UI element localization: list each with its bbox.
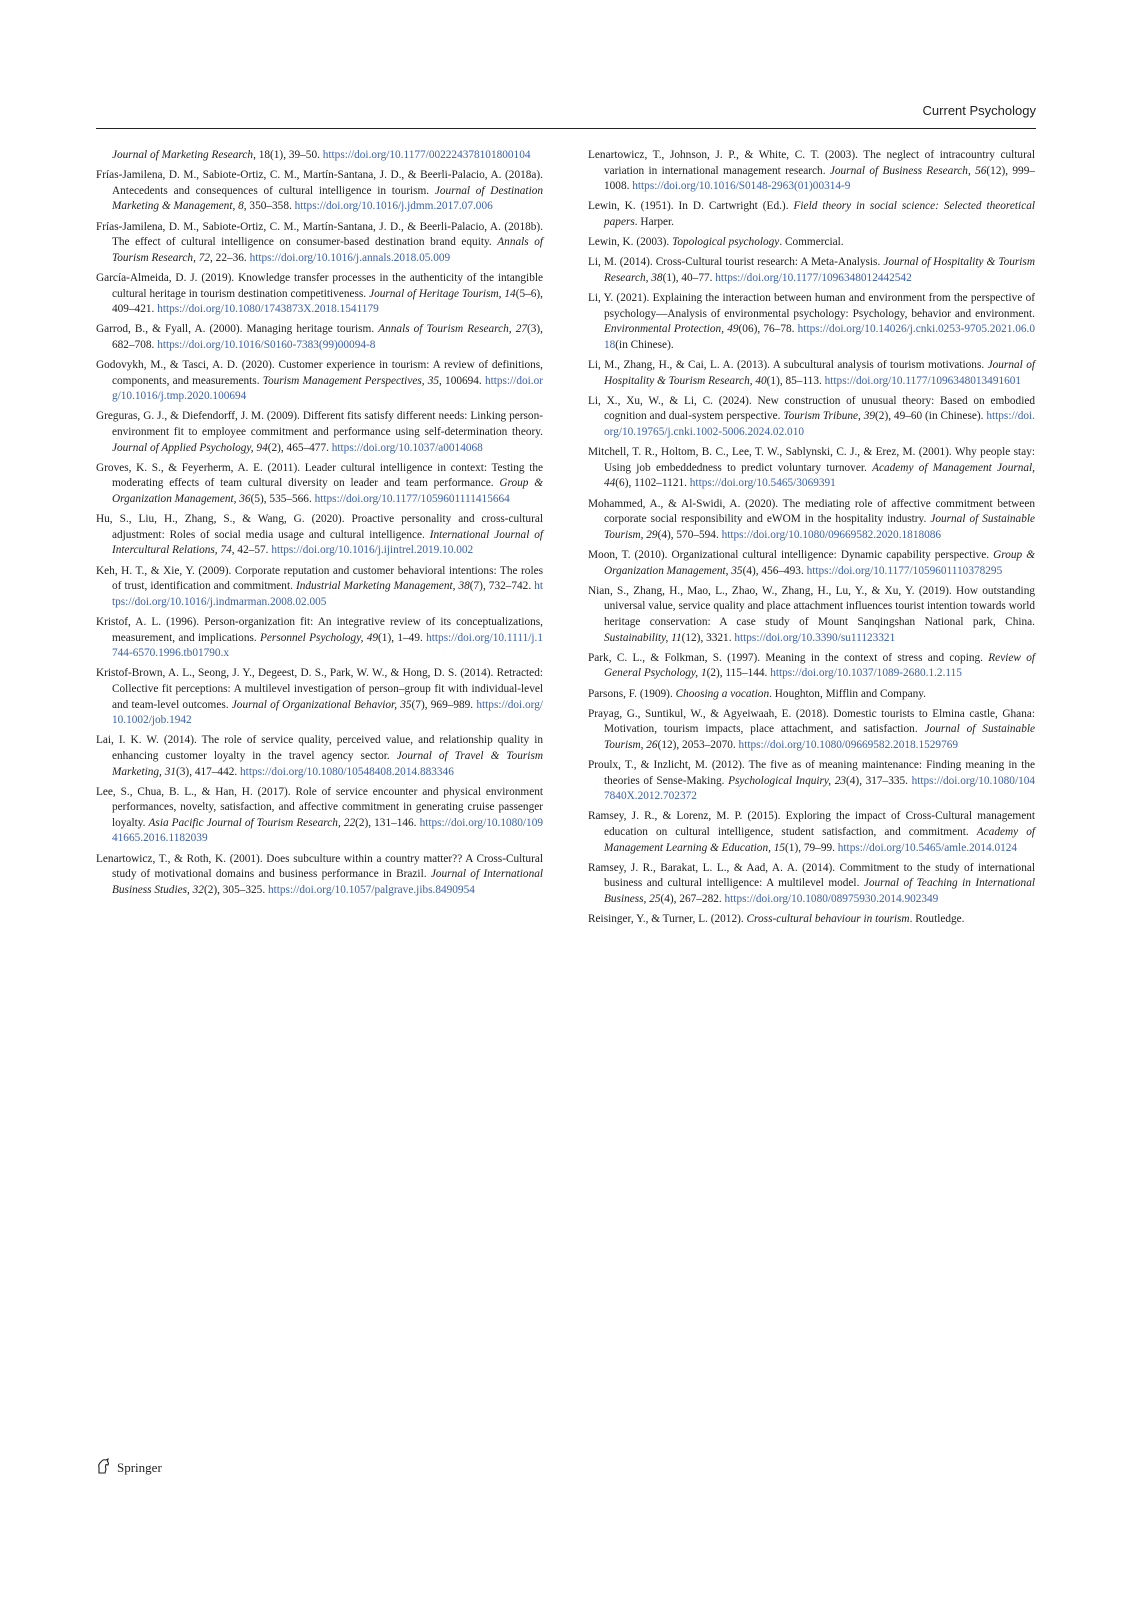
reference-details: (5–6), 409–421. xyxy=(112,287,543,316)
doi-link[interactable]: https://doi.org/10.1080/09669582.2018.1529769 xyxy=(738,738,959,751)
reference-source: Annals of Tourism Research, 72 xyxy=(112,236,543,264)
reference-details: (4), 317–335. xyxy=(846,774,908,787)
reference-details: , 350–358. xyxy=(243,200,292,213)
reference-source: Field theory in social science: Selected theoretical papers xyxy=(604,200,1035,228)
reference-entry xyxy=(96,512,543,559)
reference-entry xyxy=(96,148,543,164)
reference-entry xyxy=(96,461,543,508)
reference-entry xyxy=(96,168,543,215)
reference-source: Journal of Business Research, 56 xyxy=(829,164,987,177)
doi-link[interactable]: https://doi.org/10.1016/S0160-7383(99)00094-8 xyxy=(157,338,376,351)
reference-text: Kristof-Brown, A. L., Seong, J. Y., Degeest, D. S., Park, W. W., & Hong, D. S. (2014). Retracted: Collective fit perceptions: A multilevel investigation of person–group fit with individual-level and team-level outcomes. xyxy=(96,667,543,711)
reference-entry xyxy=(96,409,543,456)
reference-text: Groves, K. S., & Feyerherm, A. E. (2011). Leader cultural intelligence in context: Testing the moderating effects of team cultural diversity on leader and team performance. xyxy=(96,461,543,490)
reference-entry xyxy=(96,220,543,267)
reference-source: Academy of Management Journal, 44 xyxy=(604,461,1035,490)
reference-entry xyxy=(96,852,543,899)
reference-text: Lenartowicz, T., & Roth, K. (2001). Does subculture within a country matter?? A Cross-Cultural study of motivational domains and business performance in Brazil. xyxy=(96,852,543,881)
reference-details: (06), 76–78. xyxy=(738,323,795,336)
reference-entry xyxy=(96,322,543,353)
reference-column-left xyxy=(96,148,543,903)
reference-source: Tourism Management Perspectives, 35 xyxy=(262,374,440,387)
reference-details: . Houghton, Mifflin and Company. xyxy=(769,687,927,700)
reference-text: Godovykh, M., & Tasci, A. D. (2020). Customer experience in tourism: A review of definitions, components, and measurements. xyxy=(96,359,543,387)
reference-text: García-Almeida, D. J. (2019). Knowledge transfer processes in the authenticity of the intangible cultural heritage in tourism destination competitiveness. xyxy=(96,271,543,300)
doi-link[interactable]: https://doi.org/10.1037/1089-2680.1.2.115 xyxy=(770,667,962,680)
reference-source: Group & Organization Management, 35 xyxy=(604,549,1035,577)
reference-details: , 42–57. xyxy=(231,544,269,557)
reference-source: Journal of Sustainable Tourism, 29 xyxy=(604,513,1036,541)
doi-link[interactable]: https://doi.org/10.1177/1096348012442542 xyxy=(715,271,912,284)
doi-link[interactable]: https://doi.org/10.1177/1059601110378295 xyxy=(806,564,1003,577)
reference-source: Journal of Hospitality & Tourism Research, 38 xyxy=(604,256,1035,284)
doi-link[interactable]: https://doi.org/10.1016/j.tmp.2020.100694 xyxy=(112,374,543,403)
reference-source: Review of General Psychology, 1 xyxy=(604,651,1035,680)
reference-source: Cross-cultural behaviour in tourism xyxy=(746,913,910,926)
reference-source: Journal of Travel & Tourism Marketing, 31 xyxy=(112,749,543,778)
reference-text: Frías-Jamilena, D. M., Sabiote-Ortiz, C. M., Martín-Santana, J. D., & Beerli-Palacio, A. (2018b). The effect of cultural intelligence on consumer-based destination brand equity. xyxy=(96,220,543,249)
reference-details: (12), 2053–2070. xyxy=(657,738,736,751)
reference-text: Ramsey, J. R., & Lorenz, M. P. (2015). Exploring the impact of Cross-Cultural management education on cultural intelligence, student satisfaction, and commitment. xyxy=(588,810,1035,839)
reference-entry xyxy=(96,785,543,847)
reference-entry xyxy=(588,584,1035,646)
reference-entry xyxy=(588,291,1035,353)
doi-link[interactable]: https://doi.org/10.1016/j.ijintrel.2019.10.002 xyxy=(271,544,474,557)
reference-text: Reisinger, Y., & Turner, L. (2012). xyxy=(588,913,744,926)
reference-text: Nian, S., Zhang, H., Mao, L., Zhao, W., Zhang, H., Lu, Y., & Xu, Y. (2019). How outstanding universal value, service quality and place attachment influences tourist intention towards world heritage conservation: A case study of Mount Sanqingshan National park, China. xyxy=(588,584,1035,628)
reference-details: , 100694. xyxy=(439,374,482,387)
reference-entry xyxy=(96,615,543,662)
doi-link[interactable]: https://doi.org/10.1080/08975930.2014.902349 xyxy=(724,893,939,906)
reference-text: Frías-Jamilena, D. M., Sabiote-Ortiz, C. M., Martín-Santana, J. D., & Beerli-Palacio, A. (2018a). Antecedents and consequences of cultural intelligence in tourism. xyxy=(96,169,543,197)
reference-note: (in Chinese). xyxy=(615,338,674,351)
reference-column-right xyxy=(588,148,1035,932)
doi-link[interactable]: https://doi.org/10.5465/amle.2014.0124 xyxy=(837,841,1018,854)
reference-text: Li, M. (2014). Cross-Cultural tourist research: A Meta-Analysis. xyxy=(588,256,881,269)
reference-details: (1), 1–49. xyxy=(378,631,423,644)
reference-details: (2), 131–146. xyxy=(355,816,417,829)
doi-link[interactable]: https://doi.org/10.1037/a0014068 xyxy=(331,441,483,454)
reference-source: Journal of Applied Psychology, 94 xyxy=(112,441,268,454)
reference-entry xyxy=(588,809,1035,856)
reference-details: (6), 1102–1121. xyxy=(615,477,687,490)
reference-details: (1), 79–99. xyxy=(785,841,835,854)
reference-entry xyxy=(588,445,1035,492)
publisher-footer xyxy=(96,1458,162,1478)
reference-text: Proulx, T., & Inzlicht, M. (2012). The five as of meaning maintenance: Finding meaning in the theories of Sense-Making. xyxy=(588,759,1035,787)
reference-text: Prayag, G., Suntikul, W., & Agyeiwaah, E. (2018). Domestic tourists to Elmina castle, Ghana: Motivation, tourism impacts, place attachment, and satisfaction. xyxy=(588,707,1035,736)
reference-entry xyxy=(96,733,543,780)
reference-entry xyxy=(588,707,1035,754)
reference-text: Ramsey, J. R., Barakat, L. L., & Aad, A. A. (2014). Commitment to the study of international business and cultural intelligence: A multilevel model. xyxy=(588,861,1035,890)
reference-text: Lewin, K. (2003). xyxy=(588,236,670,249)
reference-source: Journal of Organizational Behavior, 35 xyxy=(231,698,412,711)
reference-entry xyxy=(588,687,1035,703)
reference-entry xyxy=(588,861,1035,908)
doi-link[interactable]: https://doi.org/10.1057/palgrave.jibs.8490954 xyxy=(267,883,475,896)
reference-text: Greguras, G. J., & Diefendorff, J. M. (2009). Different fits satisfy different needs: Linking person-environment fit to employee commitment and performance using self-determination theory. xyxy=(96,410,543,439)
reference-entry xyxy=(588,548,1035,579)
reference-details: . Commercial. xyxy=(779,236,844,249)
reference-details: (5), 535–566. xyxy=(250,493,312,506)
doi-link[interactable]: https://doi.org/10.1177/1059601111415664 xyxy=(314,493,510,506)
reference-details: , 22–36. xyxy=(210,251,247,264)
reference-details: (3), 682–708. xyxy=(112,323,543,351)
reference-text: Lenartowicz, T., Johnson, J. P., & White, C. T. (2003). The neglect of intracountry cultural variation in international management research. xyxy=(588,149,1035,177)
reference-source: Journal of Heritage Tourism, 14 xyxy=(369,287,516,300)
reference-details: (2), 305–325. xyxy=(203,883,266,896)
reference-entry xyxy=(588,912,1035,928)
reference-source: Journal of Teaching in International Business, 25 xyxy=(604,877,1035,906)
reference-source: Journal of Marketing Research xyxy=(112,149,254,161)
reference-details: (1), 40–77. xyxy=(662,271,713,284)
reference-text: Mitchell, T. R., Holtom, B. C., Lee, T. W., Sablynski, C. J., & Erez, M. (2001). Why people stay: Using job embeddedness to predict voluntary turnover. xyxy=(588,446,1035,474)
reference-source: Journal of Destination Marketing & Management, 8 xyxy=(112,184,544,213)
reference-entry xyxy=(96,358,543,405)
reference-entry xyxy=(96,564,543,611)
reference-source: Personnel Psychology, 49 xyxy=(260,631,379,644)
reference-entry xyxy=(588,394,1035,441)
doi-link[interactable]: https://doi.org/10.1080/09669582.2020.1818086 xyxy=(721,528,942,541)
reference-details: . Routledge. xyxy=(909,913,965,926)
reference-source: Journal of International Business Studies, 32 xyxy=(112,868,544,896)
reference-details: (4), 267–282. xyxy=(660,893,722,906)
reference-source: Group & Organization Management, 36 xyxy=(112,477,543,506)
reference-details: (4), 456–493. xyxy=(742,564,804,577)
doi-link[interactable]: https://doi.org/10.1002/job.1942 xyxy=(112,698,544,727)
reference-source: Psychological Inquiry, 23 xyxy=(728,774,847,787)
reference-source: Annals of Tourism Research, 27 xyxy=(378,323,527,336)
reference-entry xyxy=(588,651,1035,682)
reference-details: (2), 115–144. xyxy=(706,667,768,680)
doi-link[interactable]: https://doi.org/10.14026/j.cnki.0253-9705.2021.06.018 xyxy=(604,323,1035,351)
reference-source: Choosing a vocation xyxy=(675,687,770,700)
springer-horse-icon xyxy=(96,1458,111,1478)
reference-text: Garrod, B., & Fyall, A. (2000). Managing heritage tourism. xyxy=(96,323,375,336)
reference-text: Mohammed, A., & Al-Swidi, A. (2020). The mediating role of affective commitment between corporate social responsibility and eWOM in the hospitality industry. xyxy=(588,497,1035,526)
doi-link[interactable]: https://doi.org/10.1080/10548408.2014.883346 xyxy=(240,765,454,778)
reference-text: Li, X., Xu, W., & Li, C. (2024). New construction of unusual theory: Based on embodied cognition and dual-system perspective. xyxy=(588,394,1035,423)
reference-text: Li, M., Zhang, H., & Cai, L. A. (2013). A subcultural analysis of tourism motivations. xyxy=(588,359,985,372)
reference-entry xyxy=(588,758,1035,805)
header-rule xyxy=(96,128,1036,129)
publisher-name: Springer xyxy=(117,1460,162,1475)
reference-text: Kristof, A. L. (1996). Person-organization fit: An integrative review of its conceptualizations, measurement, and implications. xyxy=(96,615,543,644)
doi-link[interactable]: https://doi.org/10.19765/j.cnki.1002-5006.2024.02.010 xyxy=(604,410,1036,439)
reference-entry xyxy=(588,255,1035,286)
doi-link[interactable]: https://doi.org/10.1111/j.1744-6570.1996.tb01790.x xyxy=(112,631,543,660)
reference-source: Topological psychology xyxy=(672,236,780,249)
reference-details: (12), 999–1008. xyxy=(604,164,1035,193)
reference-details: (12), 3321. xyxy=(681,631,732,644)
reference-text: Lai, I. K. W. (2014). The role of service quality, perceived value, and relationship quality in enhancing customer loyalty in the travel agency sector. xyxy=(96,734,543,762)
doi-link[interactable]: https://doi.org/10.1016/j.indmarman.2008.02.005 xyxy=(112,580,543,608)
reference-source: Academy of Management Learning & Education, 15 xyxy=(604,826,1035,854)
reference-text: Moon, T. (2010). Organizational cultural intelligence: Dynamic capability perspective. xyxy=(588,549,990,561)
doi-link[interactable]: https://doi.org/10.1016/j.jdmm.2017.07.006 xyxy=(294,200,493,213)
reference-entry xyxy=(588,148,1035,195)
reference-details: (7), 969–989. xyxy=(411,698,474,711)
reference-details: , 18(1), 39–50. xyxy=(253,149,320,161)
reference-source: Industrial Marketing Management, 38 xyxy=(295,580,470,593)
reference-text: Park, C. L., & Folkman, S. (1997). Meaning in the context of stress and coping. xyxy=(588,651,983,664)
doi-link[interactable]: https://doi.org/10.1080/1743873X.2018.1541179 xyxy=(157,303,379,316)
reference-entry xyxy=(588,199,1035,230)
reference-details: (2), 465–477. xyxy=(267,441,329,454)
reference-text: Lewin, K. (1951). In D. Cartwright (Ed.). xyxy=(588,200,789,213)
reference-text: Li, Y. (2021). Explaining the interaction between human and environment from the perspective of psychology—Analysis of environmental psychology: Psychology, behavior and environment. xyxy=(588,292,1035,320)
reference-text: Lee, S., Chua, B. L., & Han, H. (2017). Role of service encounter and physical environment performances, novelty, satisfaction, and affective commitment in generating cruise passenger loyalty. xyxy=(96,785,543,829)
doi-link[interactable]: https://doi.org/10.1016/j.annals.2018.05.009 xyxy=(249,251,451,264)
reference-source: Environmental Protection, 49 xyxy=(604,323,739,336)
reference-source: Asia Pacific Journal of Tourism Research, 22 xyxy=(148,816,356,829)
reference-text: Keh, H. T., & Xie, Y. (2009). Corporate reputation and customer behavioral intentions: The roles of trust, identification and commitment. xyxy=(96,564,543,593)
reference-source: Sustainability, 11 xyxy=(604,631,682,644)
doi-link[interactable]: https://doi.org/10.1177/002224378101800104 xyxy=(322,149,531,161)
doi-link[interactable]: https://doi.org/10.1177/1096348013491601 xyxy=(824,374,1022,387)
reference-entry xyxy=(588,497,1035,544)
reference-source: Journal of Sustainable Tourism, 26 xyxy=(604,723,1036,751)
reference-entry xyxy=(588,358,1035,389)
doi-link[interactable]: https://doi.org/10.1016/S0148-2963(01)00314-9 xyxy=(632,180,851,193)
reference-details: (7), 732–742. xyxy=(469,580,532,593)
reference-details: (3), 417–442. xyxy=(176,765,238,778)
journal-name: Current Psychology xyxy=(922,103,1036,118)
reference-entry xyxy=(96,666,543,728)
reference-entry xyxy=(96,271,543,318)
reference-text: Parsons, F. (1909). xyxy=(588,687,673,700)
reference-source: Tourism Tribune, 39 xyxy=(783,410,876,423)
doi-link[interactable]: https://doi.org/10.1080/1047840X.2012.702372 xyxy=(604,774,1036,803)
reference-text: Hu, S., Liu, H., Zhang, S., & Wang, G. (2020). Proactive personality and cross-cultural adjustment: Roles of social media usage and cultural intelligence. xyxy=(96,513,543,541)
doi-link[interactable]: https://doi.org/10.1080/10941665.2016.1182039 xyxy=(112,816,544,845)
reference-source: Journal of Hospitality & Tourism Research, 40 xyxy=(604,359,1035,387)
reference-details: (4), 570–594. xyxy=(657,528,719,541)
doi-link[interactable]: https://doi.org/10.5465/3069391 xyxy=(689,477,836,490)
doi-link[interactable]: https://doi.org/10.3390/su11123321 xyxy=(734,631,896,644)
reference-details: . Harper. xyxy=(634,215,674,228)
reference-source: International Journal of Intercultural Relations, 74 xyxy=(112,528,543,557)
reference-entry xyxy=(588,235,1035,251)
reference-details: (2), 49–60 (in Chinese). xyxy=(875,410,984,423)
reference-details: (1), 85–113. xyxy=(766,374,822,387)
